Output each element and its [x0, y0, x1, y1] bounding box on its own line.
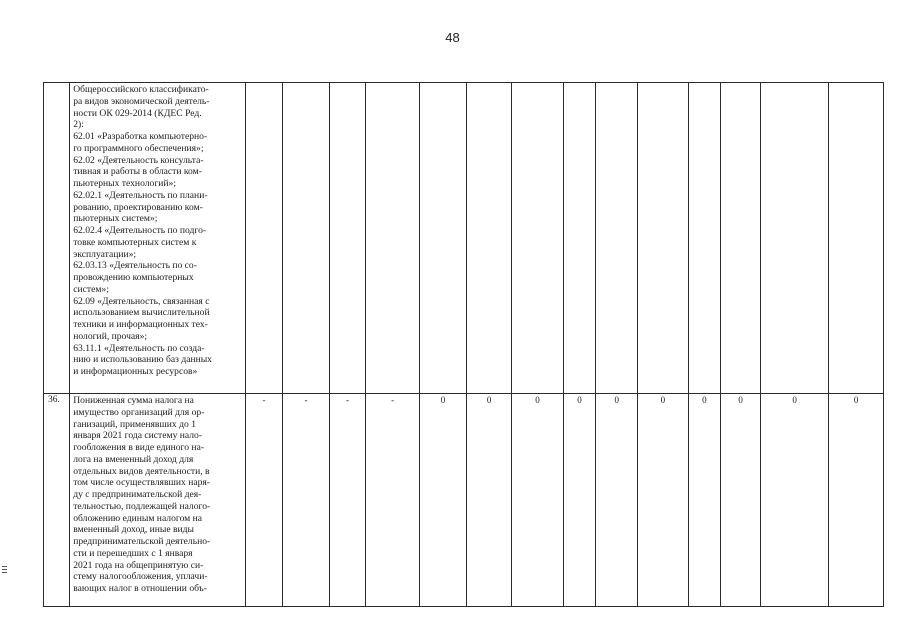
scan-margin-mark — [2, 566, 7, 575]
value-cell: - — [283, 394, 329, 607]
row-description-text: Общероссийского классификато- ра видов экономической деятель- ности ОК 029-2014 (КДЕС Ред. 2): 62.01 «Разработка компьютерно- го программного обеспечения»; 62.02 «Деятельность консульта- тивная и работы в области ком- пьютерных технологий»; 62.02.1 «Деятельность по плани- рованию, проектированию ком- пьютерных систем»; 62.02.4 «Деятельность по подго- товке компьютерных систем к эксплуатации»; 62.03.13 «Деятельность по со- провождению компьютерных систем»; 62.09 «Деятельность, связанная с использованием вычислительной техники и информационных тех- нологий, прочая»; 63.11.1 «Деятельность по созда- нию и использованию баз данных и информационных ресурсов» — [73, 84, 212, 377]
value-cell — [283, 83, 329, 394]
value-cell: 0 — [467, 394, 512, 607]
value-cell: - — [366, 394, 420, 607]
value-cell — [638, 83, 688, 394]
value-cell: 0 — [563, 394, 596, 607]
data-table — [43, 82, 884, 607]
value-cell: 0 — [512, 394, 563, 607]
row-description — [70, 394, 245, 607]
table-row — [44, 394, 884, 607]
value-cell — [563, 83, 596, 394]
value-cell — [245, 83, 283, 394]
value-cell: - — [245, 394, 283, 607]
value-cell — [366, 83, 420, 394]
row-description-text: Пониженная сумма налога на имущество организаций для ор- ганизаций, применявших до 1 января 2021 года систему нало- гообложения в виде единого на- лога на вмененный доход для отдельных видов деятельности, в том числе осуществлявших наря- ду с предпринимательской дея- тельностью, подлежащей налого- обложению единым налогом на вмененный доход, иные виды предпринимательской деятельно- сти и перешедших с 1 января 2021 года на общепринятую си- стему налогообложения, уплачи- вающих налог в отношении объ- — [73, 395, 211, 594]
value-cell: 0 — [419, 394, 466, 607]
value-cell — [329, 83, 366, 394]
value-cell — [512, 83, 563, 394]
row-number — [44, 83, 70, 394]
value-cell — [419, 83, 466, 394]
value-cell: 0 — [688, 394, 721, 607]
value-cell: 0 — [596, 394, 638, 607]
row-number: 36. — [44, 394, 70, 607]
value-cell — [688, 83, 721, 394]
value-cell — [721, 83, 761, 394]
table-row — [44, 83, 884, 394]
value-cell: 0 — [761, 394, 829, 607]
value-cell: 0 — [638, 394, 688, 607]
value-cell: - — [329, 394, 366, 607]
value-cell — [761, 83, 829, 394]
value-cell — [829, 83, 884, 394]
page-number: 48 — [445, 30, 460, 45]
value-cell — [596, 83, 638, 394]
value-cell: 0 — [721, 394, 761, 607]
value-cell — [467, 83, 512, 394]
row-description — [70, 83, 245, 394]
value-cell: 0 — [829, 394, 884, 607]
